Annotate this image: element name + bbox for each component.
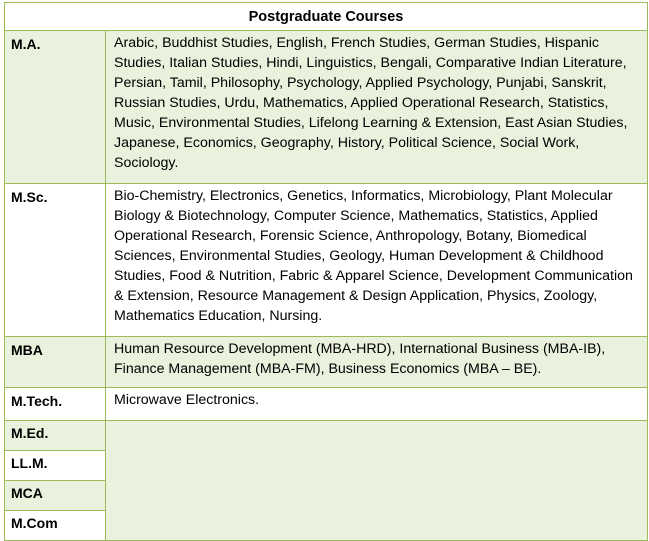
postgraduate-courses-table xyxy=(4,2,648,541)
subjects-cell-mba: Human Resource Development (MBA-HRD), International Business (MBA-IB), Finance Management (MBA-FM), Business Economics (MBA – BE). xyxy=(106,337,648,388)
table-row xyxy=(5,337,648,388)
degree-cell-ma: M.A. xyxy=(5,31,106,184)
subjects-cell-msc: Bio-Chemistry, Electronics, Genetics, Informatics, Microbiology, Plant Molecular Biology & Biotechnology, Computer Science, Mathematics, Statistics, Applied Operational Research, Forensic Science, Anthropology, Botany, Biomedical Sciences, Environmental Studies, Geology, Human Development & Childhood Studies, Food & Nutrition, Fabric & Apparel Science, Development Communication & Extension, Resource Management & Design Application, Physics, Zoology, Mathematics Education, Nursing. xyxy=(106,184,648,337)
subjects-cell-empty xyxy=(106,421,648,541)
table-row xyxy=(5,421,648,451)
table-row xyxy=(5,31,648,184)
subjects-cell-ma: Arabic, Buddhist Studies, English, French Studies, German Studies, Hispanic Studies, Italian Studies, Hindi, Linguistics, Bengali, Comparative Indian Literature, Persian, Tamil, Philosophy, Psychology, Applied Psychology, Punjabi, Sanskrit, Russian Studies, Urdu, Mathematics, Applied Operational Research, Statistics, Music, Environmental Studies, Lifelong Learning & Extension, East Asian Studies, Japanese, Economics, Geography, History, Political Science, Social Work, Sociology. xyxy=(106,31,648,184)
subjects-cell-mtech: Microwave Electronics. xyxy=(106,388,648,421)
degree-cell-mcom: M.Com xyxy=(5,511,106,541)
table-row xyxy=(5,184,648,337)
degree-cell-mca: MCA xyxy=(5,481,106,511)
table-title: Postgraduate Courses xyxy=(5,3,648,31)
degree-cell-mtech: M.Tech. xyxy=(5,388,106,421)
table-title-row xyxy=(5,3,648,31)
table-row xyxy=(5,388,648,421)
degree-cell-llm: LL.M. xyxy=(5,451,106,481)
degree-cell-mba: MBA xyxy=(5,337,106,388)
degree-cell-med: M.Ed. xyxy=(5,421,106,451)
degree-cell-msc: M.Sc. xyxy=(5,184,106,337)
